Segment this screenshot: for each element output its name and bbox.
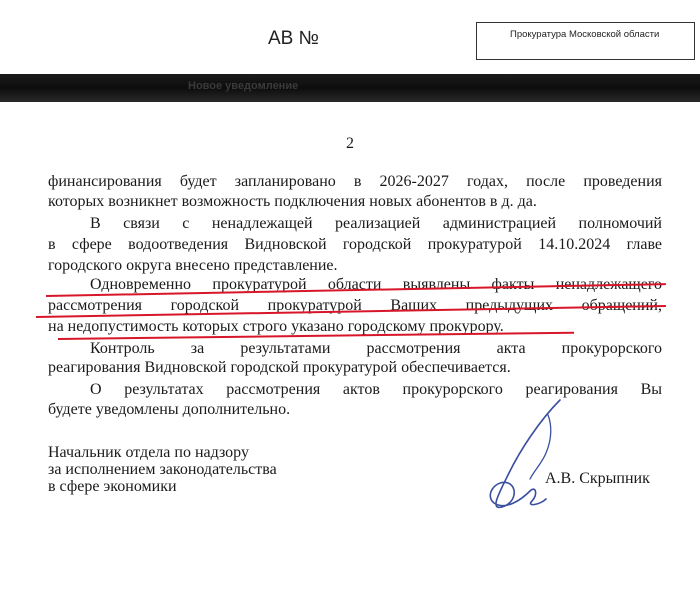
registration-stamp-box <box>476 22 695 60</box>
signer-title-line-3: в сфере экономики <box>48 478 177 495</box>
paragraph-2-line-2: в сфере водоотведения Видновской городской прокуратурой 14.10.2024 главе <box>48 236 662 253</box>
handwritten-signature <box>460 395 590 520</box>
paragraph-2-line-1: В связи с ненадлежащей реализацией администрацией полномочий <box>90 215 662 232</box>
paragraph-2-line-3: городского округа внесено представление. <box>48 257 338 274</box>
paragraph-3-line-3: на недопустимость которых строго указано городскому прокурору. <box>48 318 504 335</box>
paragraph-1-line-2: которых возникнет возможность подключения новых абонентов в д. да. <box>48 193 537 210</box>
signer-title-line-2: за исполнением законодательства <box>48 461 277 478</box>
notification-label: Новое уведомление <box>188 80 299 92</box>
paragraph-5-line-1: О результатах рассмотрения актов прокурорского реагирования Вы <box>90 381 662 398</box>
document-number-label: АВ № <box>268 28 320 49</box>
page-number: 2 <box>346 135 354 152</box>
paragraph-3-line-1: Одновременно прокуратурой области выявлены факты ненадлежащего <box>90 276 662 293</box>
notification-band <box>0 74 700 102</box>
paragraph-3-line-2: рассмотрения городской прокуратурой Ваших предыдущих обращений, <box>48 297 662 314</box>
signer-name: А.В. Скрыпник <box>545 470 650 487</box>
stamp-text: Прокуратура Московской области <box>510 29 660 40</box>
paragraph-5-line-2: будете уведомлены дополнительно. <box>48 401 291 418</box>
signer-title-line-1: Начальник отдела по надзору <box>48 444 249 461</box>
paragraph-4-line-2: реагирования Видновской городской прокуратурой обеспечивается. <box>48 359 511 376</box>
paragraph-4-line-1: Контроль за результатами рассмотрения акта прокурорского <box>90 340 662 357</box>
paragraph-1-line-1: финансирования будет запланировано в 2026-2027 годах, после проведения <box>48 173 662 190</box>
